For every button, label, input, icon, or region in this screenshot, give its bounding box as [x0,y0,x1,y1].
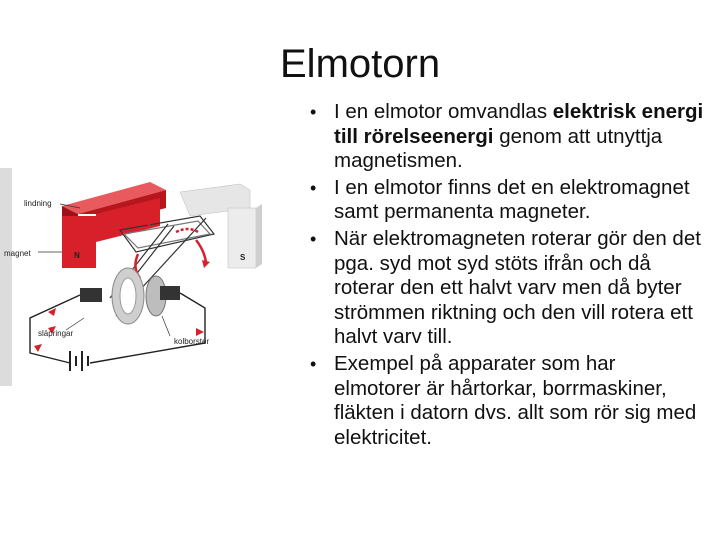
figure-edge [0,168,12,386]
label-kolborstar: kolborster [174,337,210,346]
bullet-2-text: I en elmotor finns det en elektromagnet samt permanenta magneter. [334,175,690,224]
bullet-item-2 [304,176,704,225]
commutator [112,268,166,324]
bullet-dot: • [310,177,317,198]
electric-motor-diagram [0,168,300,386]
bullet-dot: • [310,102,317,122]
bullet-3-text: När elektromagneten roterar gör den det pga. syd mot syd stöts ifrån och då roterar den ett halvt varv men då byter strömmen riktning och den vill rotera ett halvt varv till. [334,226,701,349]
bullet-item-1 [304,100,704,174]
label-slapringar: släpringar [38,329,74,338]
slide-title: Elmotorn [280,42,441,86]
label-magnet: magnet [4,249,31,258]
bullet-4-text: Exempel på apparater som har elmotorer är hårtorkar, borrmaskiner, fläkten i datorn dvs. allt som rör sig med elektricitet. [334,351,697,449]
bullet-1-text-bold: elektrisk energi till rörelseenergi [334,100,704,148]
bullet-1-text-b: genom att utnyttja magnetismen. [334,124,663,173]
bullet-1-text-a: I en elmotor omvandlas [334,100,553,123]
bullet-dot: • [310,353,317,374]
bullet-dot: • [310,228,317,249]
label-lindning: lindning [24,199,52,208]
label-north: N [74,251,80,260]
bullet-list [304,100,704,452]
bullet-item-3 [304,227,704,350]
bullet-item-4 [304,352,704,450]
label-south: S [240,253,246,262]
